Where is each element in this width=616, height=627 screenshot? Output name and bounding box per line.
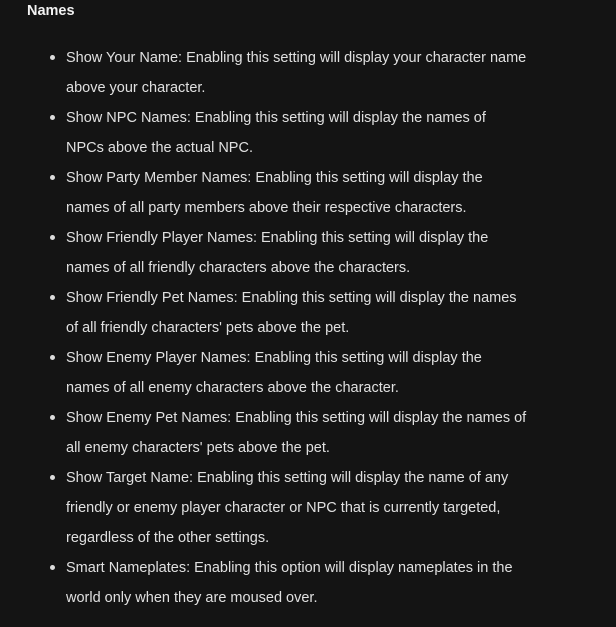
list-item	[27, 223, 527, 283]
names-settings-list	[27, 43, 527, 613]
list-item-text: Show Target Name: Enabling this setting will display the name of any friendly or enemy player character or NPC that is currently targeted, regardless of the other settings.	[66, 470, 509, 546]
list-item-text: Show Enemy Player Names: Enabling this setting will display the names of all enemy characters above the character.	[66, 350, 482, 396]
list-item-text: Show NPC Names: Enabling this setting will display the names of NPCs above the actual NPC.	[66, 110, 486, 156]
list-item	[27, 283, 527, 343]
bullet-icon	[50, 415, 55, 420]
bullet-icon	[50, 235, 55, 240]
bullet-icon	[50, 55, 55, 60]
list-item-text: Show Your Name: Enabling this setting will display your character name above your character.	[66, 50, 527, 96]
list-item-text: Smart Nameplates: Enabling this option will display nameplates in the world only when they are moused over.	[66, 560, 513, 606]
bullet-icon	[50, 175, 55, 180]
section-heading: Names	[27, 3, 75, 19]
bullet-icon	[50, 475, 55, 480]
list-item-text: Show Friendly Pet Names: Enabling this setting will display the names of all friendly characters' pets above the pet.	[66, 290, 517, 336]
list-item	[27, 103, 527, 163]
bullet-icon	[50, 115, 55, 120]
list-item-text: Show Enemy Pet Names: Enabling this setting will display the names of all enemy characters' pets above the pet.	[66, 410, 527, 456]
list-item	[27, 163, 527, 223]
bullet-icon	[50, 295, 55, 300]
list-item-text: Show Friendly Player Names: Enabling this setting will display the names of all friendly characters above the characters.	[66, 230, 489, 276]
list-item	[27, 553, 527, 613]
bullet-icon	[50, 565, 55, 570]
list-item	[27, 463, 527, 553]
bullet-icon	[50, 355, 55, 360]
list-item	[27, 43, 527, 103]
list-item	[27, 343, 527, 403]
list-item	[27, 403, 527, 463]
list-item-text: Show Party Member Names: Enabling this setting will display the names of all party members above their respective characters.	[66, 170, 483, 216]
